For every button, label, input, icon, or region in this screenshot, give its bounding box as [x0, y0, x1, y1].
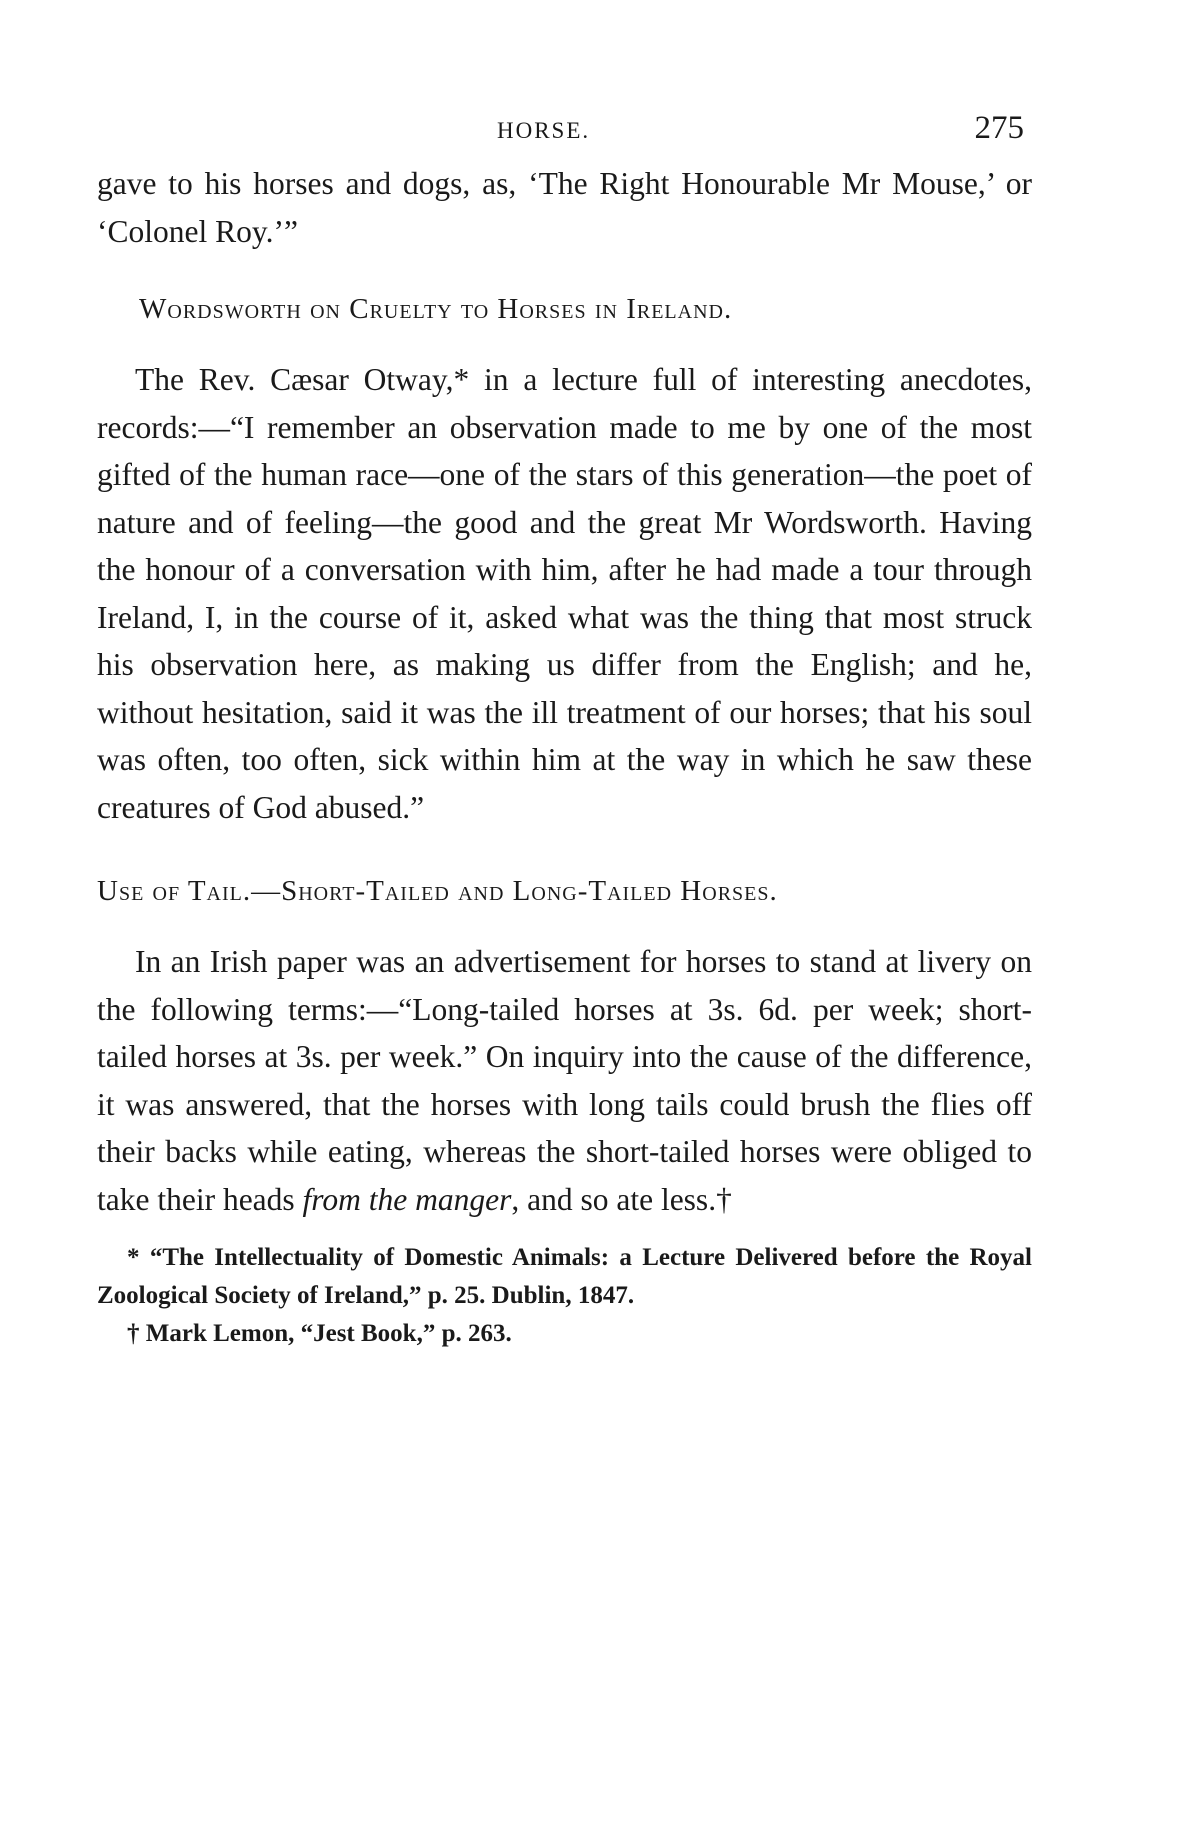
tail-paragraph-text: In an Irish paper was an advertisement for horses to stand at livery on the following terms:—“Long-tailed horses at 3s. 6d. per week; short-tailed horses at 3s. per week.” On inquiry into the cause of the difference, it was answered, that the horses with long tails could brush the flies off their backs while eating, whereas the short-tailed horses were obliged to take their heads	[97, 944, 1032, 1217]
running-head	[97, 100, 1032, 160]
footnotes	[97, 1239, 1032, 1353]
section-heading-tail: Use of Tail.—Short-Tailed and Long-Tailed Horses.	[97, 875, 778, 907]
tail-paragraph-end: , and so ate less.†	[511, 1181, 732, 1217]
running-title: HORSE.	[497, 118, 591, 143]
tail-paragraph-italic: from the manger	[302, 1181, 512, 1217]
wordsworth-paragraph: The Rev. Cæsar Otway,* in a lecture full of interesting anecdotes, records:—“I remember an observation made to me by one of the most gifted of the human race—one of the stars of this generation—the poet of nature and of feeling—the good and the great Mr Wordsworth. Having the honour of a conversation with him, after he had made a tour through Ireland, I, in the course of it, asked what was the thing that most struck his observation here, as making us differ from the English; and he, without hesitation, said it was the ill treatment of our horses; that his soul was often, too often, sick within him at the way in which he saw these creatures of God abused.”	[97, 362, 1032, 825]
footnote-otway: * “The Intellectuality of Domestic Animals: a Lecture Delivered before the Royal Zoological Society of Ireland,” p. 25. Dublin, 1847.	[97, 1244, 1032, 1309]
tail-paragraph	[97, 938, 1032, 1223]
page-number: 275	[974, 110, 1024, 146]
footnote-lemon: † Mark Lemon, “Jest Book,” p. 263.	[127, 1320, 512, 1347]
book-page	[97, 100, 1032, 1353]
continuation-paragraph: gave to his horses and dogs, as, ‘The Right Honourable Mr Mouse,’ or ‘Colonel Roy.’”	[97, 166, 1032, 249]
section-heading-wordsworth: Wordsworth on Cruelty to Horses in Ireland.	[139, 293, 733, 325]
